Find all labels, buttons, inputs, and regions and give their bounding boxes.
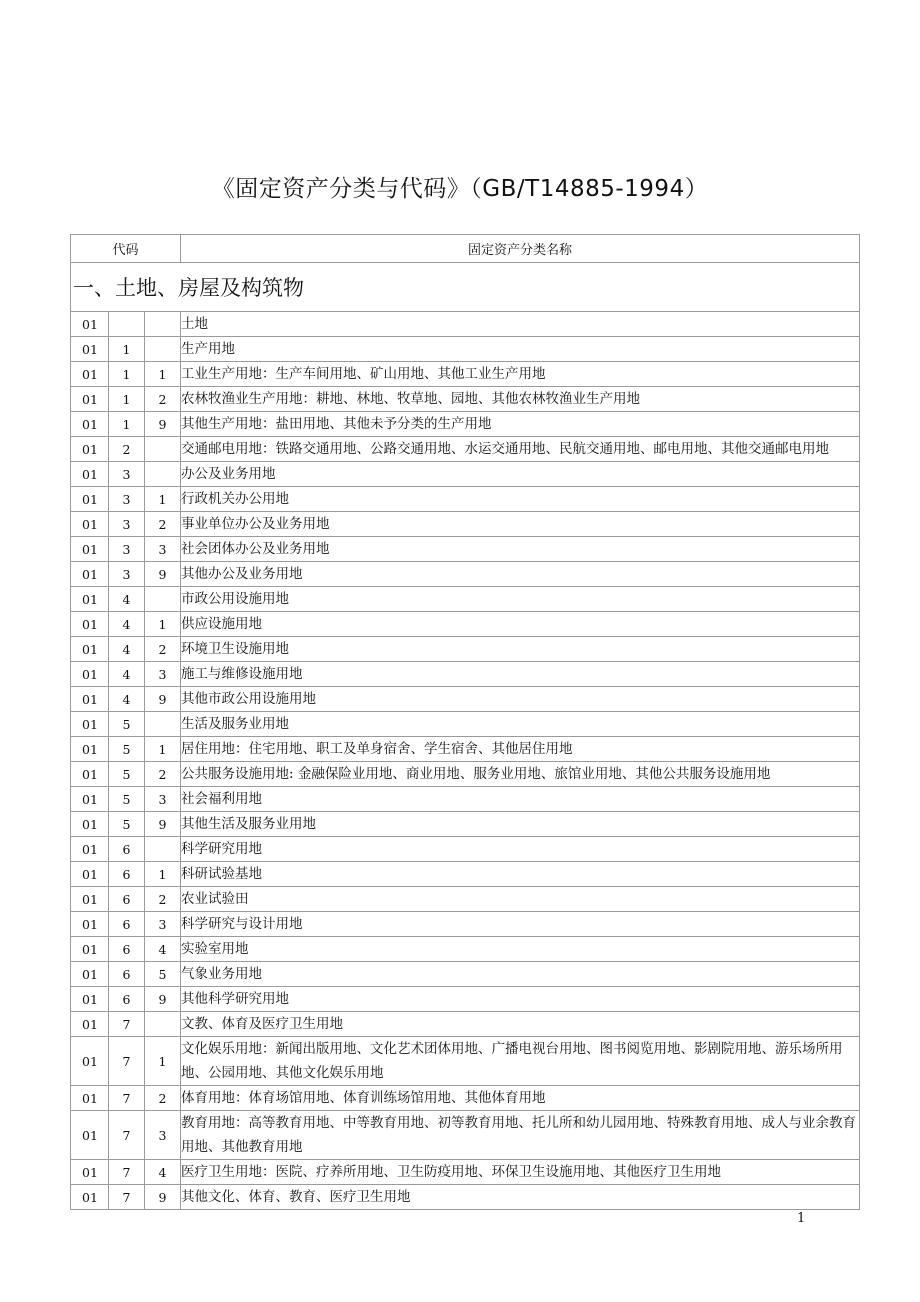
code-level-3: 4: [145, 1160, 181, 1185]
table-row: [71, 737, 860, 762]
table-row: [71, 412, 860, 437]
asset-name: 交通邮电用地：铁路交通用地、公路交通用地、水运交通用地、民航交通用地、邮电用地、其他交通邮电用地: [181, 437, 860, 462]
table-row: [71, 362, 860, 387]
code-level-3: 2: [145, 637, 181, 662]
asset-name: 文化娱乐用地：新闻出版用地、文化艺术团体用地、广播电视台用地、图书阅览用地、影剧院用地、游乐场所用地、公园用地、其他文化娱乐用地: [181, 1037, 860, 1086]
table-row: [71, 637, 860, 662]
code-level-3: [145, 312, 181, 337]
code-level-2: 1: [109, 412, 145, 437]
code-level-2: 4: [109, 687, 145, 712]
code-level-2: 3: [109, 512, 145, 537]
code-level-3: 2: [145, 762, 181, 787]
code-level-1: 01: [71, 912, 109, 937]
code-level-1: 01: [71, 887, 109, 912]
table-row: [71, 612, 860, 637]
asset-name: 社会福利用地: [181, 787, 860, 812]
asset-name: 事业单位办公及业务用地: [181, 512, 860, 537]
table-row: [71, 1185, 860, 1210]
code-level-2: 5: [109, 787, 145, 812]
code-level-1: 01: [71, 587, 109, 612]
code-level-1: 01: [71, 1160, 109, 1185]
table-row: [71, 712, 860, 737]
code-level-1: 01: [71, 862, 109, 887]
asset-name: 生活及服务业用地: [181, 712, 860, 737]
table-row: [71, 837, 860, 862]
code-level-2: 6: [109, 937, 145, 962]
asset-name: 其他生活及服务业用地: [181, 812, 860, 837]
table-row: [71, 512, 860, 537]
header-name: 固定资产分类名称: [181, 235, 860, 263]
code-level-3: 3: [145, 787, 181, 812]
code-level-1: 01: [71, 1086, 109, 1111]
code-level-2: 3: [109, 537, 145, 562]
code-level-3: 5: [145, 962, 181, 987]
code-level-3: [145, 587, 181, 612]
code-level-3: 1: [145, 487, 181, 512]
code-level-3: 4: [145, 937, 181, 962]
code-level-1: 01: [71, 362, 109, 387]
asset-name: 气象业务用地: [181, 962, 860, 987]
code-level-2: 3: [109, 562, 145, 587]
table-row: [71, 662, 860, 687]
asset-code-table: [70, 234, 860, 1210]
code-level-1: 01: [71, 812, 109, 837]
asset-name: 环境卫生设施用地: [181, 637, 860, 662]
table-row: [71, 562, 860, 587]
code-level-3: 9: [145, 562, 181, 587]
table-row: [71, 1037, 860, 1086]
code-level-1: 01: [71, 1185, 109, 1210]
asset-name: 办公及业务用地: [181, 462, 860, 487]
table-row: [71, 1012, 860, 1037]
code-level-2: [109, 312, 145, 337]
table-row: [71, 1160, 860, 1185]
code-level-3: 1: [145, 862, 181, 887]
code-level-3: 3: [145, 537, 181, 562]
code-level-1: 01: [71, 512, 109, 537]
code-level-2: 7: [109, 1086, 145, 1111]
code-level-2: 2: [109, 437, 145, 462]
code-level-2: 7: [109, 1160, 145, 1185]
code-level-2: 4: [109, 587, 145, 612]
code-level-3: 9: [145, 987, 181, 1012]
code-level-2: 5: [109, 712, 145, 737]
asset-name: 其他生产用地：盐田用地、其他未予分类的生产用地: [181, 412, 860, 437]
code-level-3: 9: [145, 812, 181, 837]
table-row: [71, 787, 860, 812]
code-level-2: 3: [109, 462, 145, 487]
code-level-3: 1: [145, 612, 181, 637]
code-level-3: 9: [145, 687, 181, 712]
code-level-1: 01: [71, 637, 109, 662]
asset-name: 科学研究用地: [181, 837, 860, 862]
asset-name: 科学研究与设计用地: [181, 912, 860, 937]
table-row: [71, 762, 860, 787]
table-row: [71, 912, 860, 937]
code-level-3: [145, 337, 181, 362]
asset-name: 其他文化、体育、教育、医疗卫生用地: [181, 1185, 860, 1210]
code-level-1: 01: [71, 712, 109, 737]
asset-name: 供应设施用地: [181, 612, 860, 637]
code-level-2: 5: [109, 737, 145, 762]
table-row: [71, 487, 860, 512]
code-level-2: 4: [109, 662, 145, 687]
code-level-1: 01: [71, 487, 109, 512]
code-level-1: 01: [71, 787, 109, 812]
code-level-3: 2: [145, 887, 181, 912]
code-level-3: 3: [145, 1111, 181, 1160]
code-level-3: 1: [145, 737, 181, 762]
code-level-2: 7: [109, 1037, 145, 1086]
asset-name: 农林牧渔业生产用地：耕地、林地、牧草地、园地、其他农林牧渔业生产用地: [181, 387, 860, 412]
code-level-3: 2: [145, 1086, 181, 1111]
code-level-1: 01: [71, 537, 109, 562]
code-level-3: 9: [145, 1185, 181, 1210]
section-heading: 一、土地、房屋及构筑物: [71, 263, 860, 312]
code-level-2: 6: [109, 887, 145, 912]
asset-name: 教育用地：高等教育用地、中等教育用地、初等教育用地、托儿所和幼儿园用地、特殊教育用地、成人与业余教育用地、其他教育用地: [181, 1111, 860, 1160]
code-level-2: 6: [109, 912, 145, 937]
code-level-3: [145, 437, 181, 462]
document-title: 《固定资产分类与代码》（GB/T14885-1994）: [211, 176, 709, 202]
code-level-2: 4: [109, 637, 145, 662]
asset-name: 农业试验田: [181, 887, 860, 912]
section-row: [71, 263, 860, 312]
asset-name: 居住用地：住宅用地、职工及单身宿舍、学生宿舍、其他居住用地: [181, 737, 860, 762]
code-level-2: 5: [109, 812, 145, 837]
asset-name: 文教、体育及医疗卫生用地: [181, 1012, 860, 1037]
asset-name: 其他科学研究用地: [181, 987, 860, 1012]
code-level-1: 01: [71, 312, 109, 337]
table-body: [71, 263, 860, 1210]
page-number: 1: [797, 1211, 806, 1226]
code-level-1: 01: [71, 937, 109, 962]
code-level-1: 01: [71, 1012, 109, 1037]
code-level-1: 01: [71, 762, 109, 787]
asset-name: 医疗卫生用地：医院、疗养所用地、卫生防疫用地、环保卫生设施用地、其他医疗卫生用地: [181, 1160, 860, 1185]
asset-name: 工业生产用地：生产车间用地、矿山用地、其他工业生产用地: [181, 362, 860, 387]
table-row: [71, 987, 860, 1012]
asset-name: 市政公用设施用地: [181, 587, 860, 612]
code-level-1: 01: [71, 612, 109, 637]
code-level-3: 9: [145, 412, 181, 437]
asset-name: 土地: [181, 312, 860, 337]
code-level-3: 2: [145, 512, 181, 537]
code-level-2: 1: [109, 362, 145, 387]
asset-name: 实验室用地: [181, 937, 860, 962]
asset-name: 其他办公及业务用地: [181, 562, 860, 587]
table-row: [71, 587, 860, 612]
asset-name: 行政机关办公用地: [181, 487, 860, 512]
asset-name: 施工与维修设施用地: [181, 662, 860, 687]
table-row: [71, 437, 860, 462]
table-header-row: [71, 235, 860, 263]
code-level-1: 01: [71, 987, 109, 1012]
code-level-2: 1: [109, 387, 145, 412]
table-row: [71, 462, 860, 487]
table-row: [71, 1086, 860, 1111]
table-row: [71, 537, 860, 562]
code-level-2: 7: [109, 1111, 145, 1160]
code-level-2: 6: [109, 837, 145, 862]
code-level-1: 01: [71, 737, 109, 762]
code-level-3: [145, 712, 181, 737]
table-row: [71, 887, 860, 912]
table-row: [71, 962, 860, 987]
code-level-1: 01: [71, 437, 109, 462]
code-level-2: 7: [109, 1012, 145, 1037]
code-level-3: [145, 462, 181, 487]
code-level-1: 01: [71, 387, 109, 412]
code-level-1: 01: [71, 412, 109, 437]
table-row: [71, 862, 860, 887]
table-row: [71, 337, 860, 362]
code-level-3: [145, 837, 181, 862]
code-level-1: 01: [71, 462, 109, 487]
code-level-2: 6: [109, 962, 145, 987]
code-level-3: 1: [145, 362, 181, 387]
code-level-2: 7: [109, 1185, 145, 1210]
code-level-3: 3: [145, 662, 181, 687]
asset-name: 生产用地: [181, 337, 860, 362]
code-level-1: 01: [71, 837, 109, 862]
code-level-3: [145, 1012, 181, 1037]
code-level-1: 01: [71, 662, 109, 687]
table-row: [71, 812, 860, 837]
code-level-3: 1: [145, 1037, 181, 1086]
table-row: [71, 937, 860, 962]
code-level-1: 01: [71, 1037, 109, 1086]
table-row: [71, 687, 860, 712]
code-level-1: 01: [71, 337, 109, 362]
table-row: [71, 1111, 860, 1160]
asset-name: 公共服务设施用地: 金融保险业用地、商业用地、服务业用地、旅馆业用地、其他公共服务设施用地: [181, 762, 860, 787]
code-level-2: 6: [109, 987, 145, 1012]
table-row: [71, 312, 860, 337]
code-level-3: 2: [145, 387, 181, 412]
code-level-3: 3: [145, 912, 181, 937]
asset-name: 其他市政公用设施用地: [181, 687, 860, 712]
code-level-2: 5: [109, 762, 145, 787]
header-code: 代码: [71, 235, 181, 263]
code-level-2: 3: [109, 487, 145, 512]
code-level-1: 01: [71, 1111, 109, 1160]
table-row: [71, 387, 860, 412]
code-level-2: 4: [109, 612, 145, 637]
code-level-2: 6: [109, 862, 145, 887]
code-level-1: 01: [71, 562, 109, 587]
code-level-2: 1: [109, 337, 145, 362]
code-level-1: 01: [71, 687, 109, 712]
code-level-1: 01: [71, 962, 109, 987]
asset-name: 科研试验基地: [181, 862, 860, 887]
asset-name: 体育用地：体育场馆用地、体育训练场馆用地、其他体育用地: [181, 1086, 860, 1111]
asset-name: 社会团体办公及业务用地: [181, 537, 860, 562]
